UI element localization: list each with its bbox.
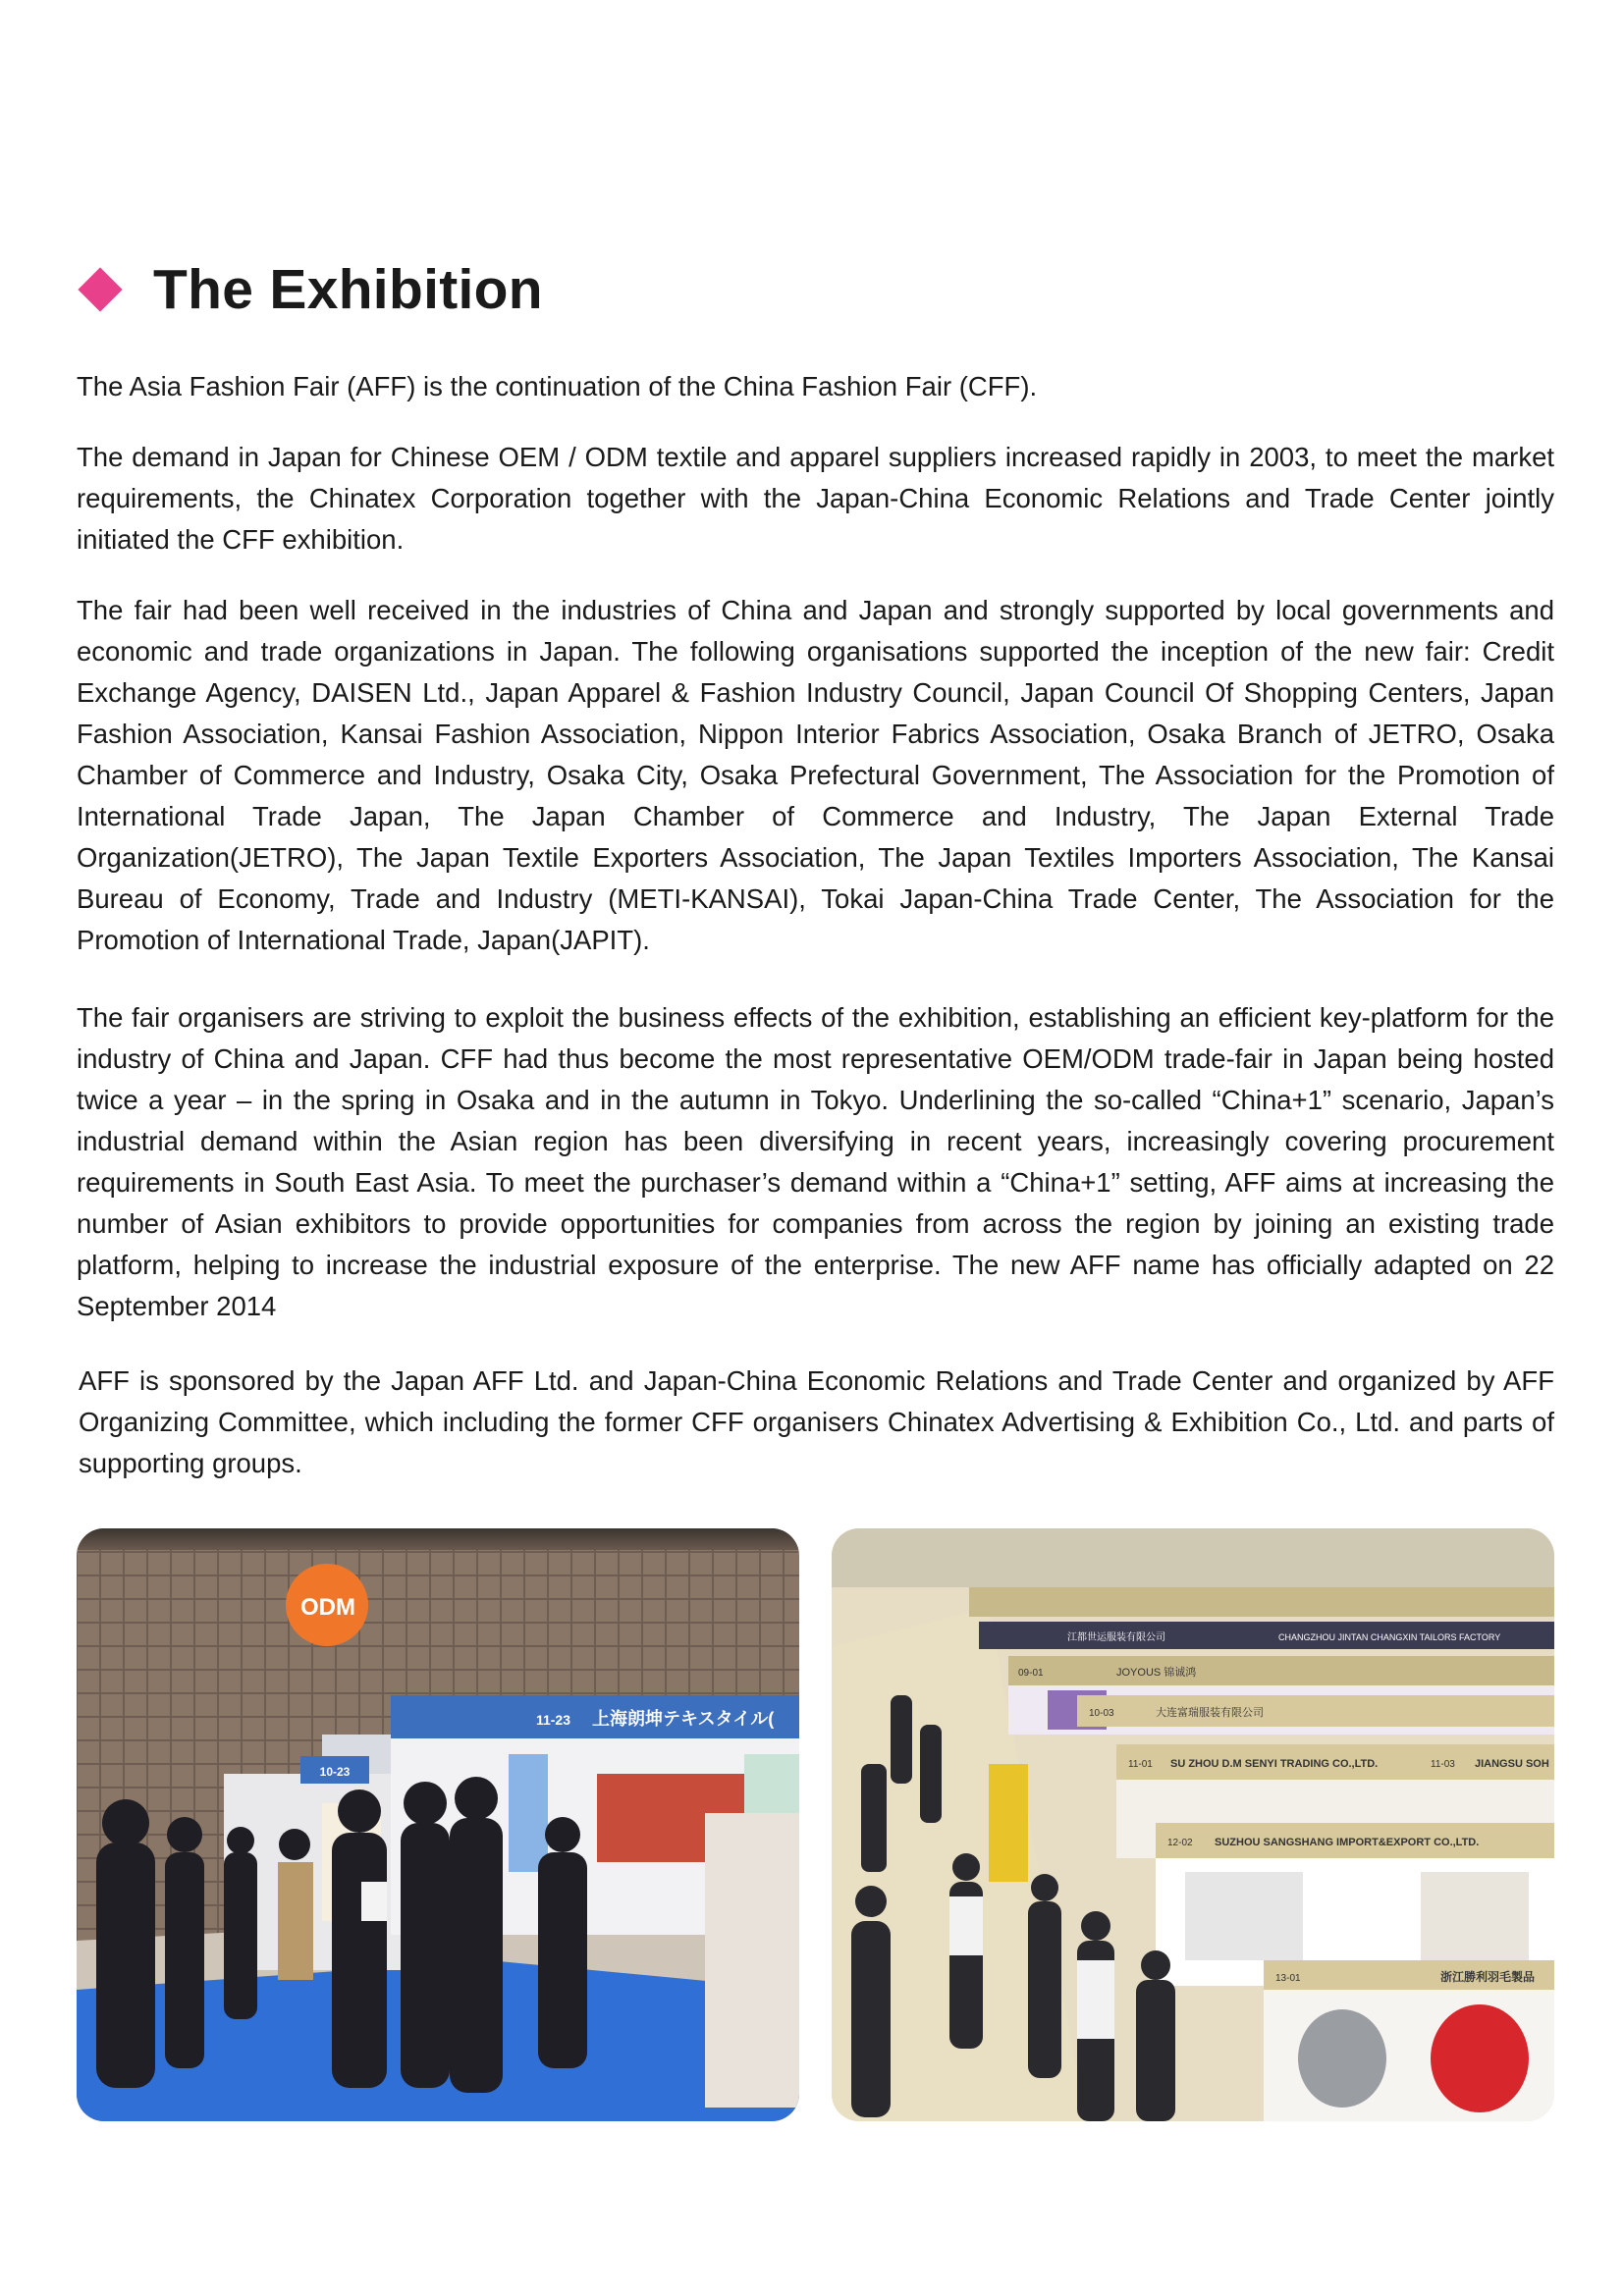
booth-number-4: 10-03 — [1089, 1708, 1114, 1719]
booth-number-label-2: 10-23 — [319, 1765, 351, 1779]
booth-number-3: 09-01 — [1018, 1668, 1044, 1679]
paragraph-history: The demand in Japan for Chinese OEM / ODM textile and apparel suppliers increased rapidly in 2003, to meet the market requirements, the Chinatex Corporation together with the Japan-China Economic Relations and Trade Center jointly initiated the CFF exhibition. — [77, 442, 1554, 555]
booth-sign-6: JIANGSU SOH — [1475, 1758, 1549, 1770]
section-heading — [77, 257, 543, 322]
exhibition-hall-photo — [77, 1528, 799, 2121]
paragraph-sponsors: AFF is sponsored by the Japan AFF Ltd. and Japan-China Economic Relations and Trade Center and organized by AFF Organizing Committee, which including the former CFF organisers Chinatex Advertising & Exhibition Co., Ltd. and parts of supporting groups. — [79, 1365, 1554, 1478]
section-title: The Exhibition — [153, 258, 543, 321]
booth-sign-7: SUZHOU SANGSHANG IMPORT&EXPORT CO.,LTD. — [1215, 1837, 1480, 1848]
exhibition-hall-illustration — [77, 1528, 799, 2121]
booth-sign-4: 大连富瑞服装有限公司 — [1156, 1707, 1264, 1719]
booth-sign-5: SU ZHOU D.M SENYI TRADING CO.,LTD. — [1170, 1758, 1379, 1770]
exhibition-aisle-photo — [832, 1528, 1554, 2121]
booth-name-label: 上海朗坤テキスタイル( — [592, 1709, 775, 1729]
booth-number-7: 12-02 — [1167, 1838, 1193, 1848]
booth-sign-3: JOYOUS 锦诚鸿 — [1116, 1667, 1197, 1679]
booth-number-8: 13-01 — [1275, 1973, 1301, 1984]
diamond-bullet-icon — [78, 267, 122, 311]
booth-number-6: 11-03 — [1431, 1759, 1455, 1770]
exhibition-aisle-illustration — [832, 1528, 1554, 2121]
booth-sign-8: 浙江勝利羽毛製品 — [1440, 1970, 1536, 1984]
booth-sign-1: 江都世运服装有限公司 — [1067, 1632, 1165, 1643]
paragraph-strategy: The fair organisers are striving to exploit the business effects of the exhibition, establishing an efficient key-platform for the industry of China and Japan. CFF had thus become the most representative OEM/ODM trade-fair in Japan being hosted twice a year – in the spring in Osaka and in the autumn in Tokyo. Underlining the so-called “China+1” scenario, Japan’s industrial demand within the Asian region has been diversifying in recent years, increasingly covering procurement requirements in South East Asia. To meet the purchaser’s demand within a “China+1” setting, AFF aims at increasing the number of Asian exhibitors to provide opportunities for companies from across the region by joining an existing trade platform, helping to increase the industrial exposure of the enterprise. The new AFF name has officially adapted on 22 September 2014 — [77, 1002, 1554, 1321]
booth-sign-2: CHANGZHOU JINTAN CHANGXIN TAILORS FACTORY — [1278, 1632, 1501, 1642]
paragraph-intro: The Asia Fashion Fair (AFF) is the continuation of the China Fashion Fair (CFF). — [77, 371, 1038, 401]
booth-number-5: 11-01 — [1128, 1759, 1153, 1770]
booth-number-label: 11-23 — [535, 1712, 570, 1728]
balloon-label: ODM — [300, 1594, 355, 1621]
paragraph-supporters: The fair had been well received in the industries of China and Japan and strongly supported by local governments and economic and trade organizations in Japan. The following organisations supported the inception of the new fair: Credit Exchange Agency, DAISEN Ltd., Japan Apparel & Fashion Industry Council, Japan Council Of Shopping Centers, Japan Fashion Association, Kansai Fashion Association, Nippon Interior Fabrics Association, Osaka Branch of JETRO, Osaka Chamber of Commerce and Industry, Osaka City, Osaka Prefectural Government, The Association for the Promotion of International Trade Japan, The Japan Chamber of Commerce and Industry, The Japan External Trade Organization(JETRO), The Japan Textile Exporters Association, The Japan Textiles Importers Association, The Kansai Bureau of Economy, Trade and Industry (METI-KANSAI), Tokai Japan-China Trade Center, The Association for the Promotion of International Trade, Japan(JAPIT). — [77, 595, 1554, 955]
